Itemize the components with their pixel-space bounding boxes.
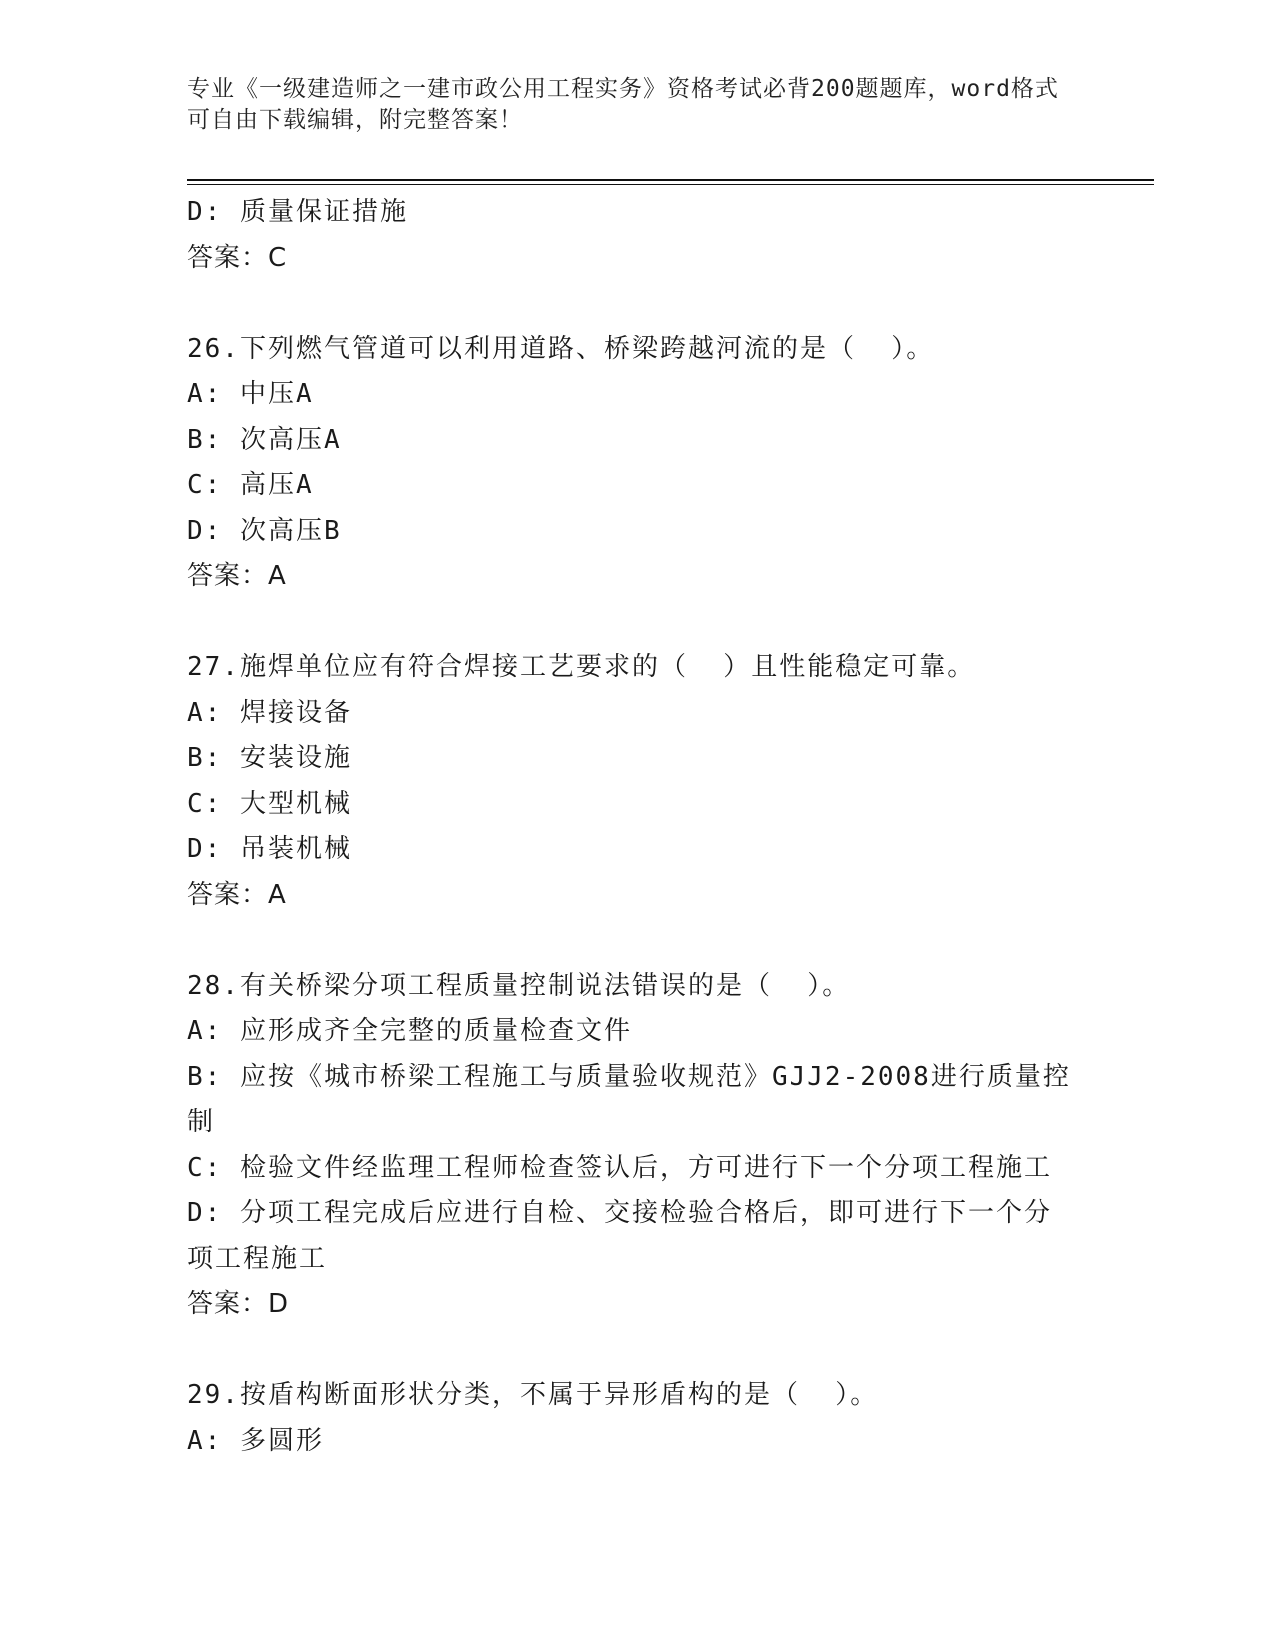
option-a: A: 多圆形	[187, 1425, 324, 1456]
option-c: C: 大型机械	[187, 788, 352, 819]
option-c: C: 检验文件经监理工程师检查签认后，方可进行下一个分项工程施工	[187, 1152, 1052, 1183]
question-26	[187, 327, 1077, 600]
option-a: A: 中压A	[187, 379, 314, 409]
question-stem: 26.下列燃气管道可以利用道路、桥梁跨越河流的是（ ）。	[187, 333, 935, 364]
answer: 答案：A	[187, 561, 287, 591]
option-b: B: 次高压A	[187, 424, 342, 455]
document-header: 专业《一级建造师之一建市政公用工程实务》资格考试必背200题题库，word格式可自由下载编辑，附完整答案！	[187, 76, 1059, 133]
option-b: B: 安装设施	[187, 743, 352, 773]
prev-option-d: D: 质量保证措施	[187, 197, 408, 227]
option-d: D: 分项工程完成后应进行自检、交接检验合格后，即可进行下一个分项工程施工	[187, 1198, 1052, 1274]
question-28	[187, 964, 1077, 1328]
question-stem: 29.按盾构断面形状分类，不属于异形盾构的是（ ）。	[187, 1380, 879, 1410]
question-27	[187, 645, 1077, 918]
question-stem: 28.有关桥梁分项工程质量控制说法错误的是（ ）。	[187, 970, 851, 1001]
answer: 答案：D	[187, 1289, 290, 1319]
option-d: D: 吊装机械	[187, 834, 352, 864]
spacer	[187, 600, 1077, 646]
spacer	[187, 918, 1077, 964]
option-d: D: 次高压B	[187, 515, 342, 546]
answer: 答案：A	[187, 879, 287, 910]
option-b: B: 应按《城市桥梁工程施工与质量验收规范》GJJ2-2008进行质量控制	[187, 1061, 1071, 1137]
header-rule-thick	[187, 179, 1154, 181]
header-rule-thin	[187, 184, 1154, 185]
option-c: C: 高压A	[187, 470, 314, 500]
prev-answer: 答案：C	[187, 242, 288, 273]
question-29	[187, 1373, 1077, 1464]
spacer	[187, 1328, 1077, 1374]
option-a: A: 焊接设备	[187, 697, 352, 728]
question-stem: 27.施焊单位应有符合焊接工艺要求的（ ）且性能稳定可靠。	[187, 652, 976, 682]
spacer	[187, 281, 1077, 327]
option-a: A: 应形成齐全完整的质量检查文件	[187, 1016, 632, 1046]
document-body	[187, 190, 1077, 1464]
